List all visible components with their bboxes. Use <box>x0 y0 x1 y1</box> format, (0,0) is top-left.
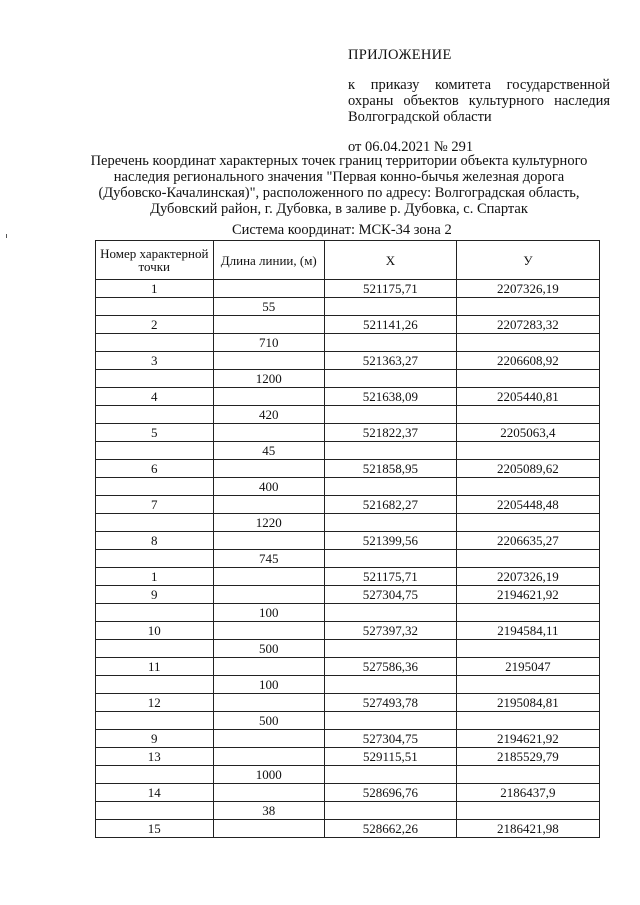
cell-y: 2205089,62 <box>456 460 599 478</box>
cell-x <box>324 640 456 658</box>
cell-line-length <box>213 622 324 640</box>
cell-point-number: 9 <box>96 730 214 748</box>
coordinates-table <box>95 240 600 838</box>
cell-point-number <box>96 334 214 352</box>
cell-y: 2185529,79 <box>456 748 599 766</box>
cell-y <box>456 406 599 424</box>
cell-point-number: 6 <box>96 460 214 478</box>
table-row <box>96 532 600 550</box>
cell-y: 2205063,4 <box>456 424 599 442</box>
cell-y: 2207326,19 <box>456 280 599 298</box>
coordinates-table-body <box>96 280 600 838</box>
cell-line-length <box>213 694 324 712</box>
cell-y <box>456 640 599 658</box>
cell-x: 527586,36 <box>324 658 456 676</box>
cell-y <box>456 766 599 784</box>
table-row <box>96 334 600 352</box>
cell-point-number <box>96 604 214 622</box>
table-row <box>96 406 600 424</box>
cell-point-number: 1 <box>96 280 214 298</box>
table-row <box>96 568 600 586</box>
table-row <box>96 460 600 478</box>
cell-point-number <box>96 550 214 568</box>
table-row <box>96 550 600 568</box>
cell-line-length: 745 <box>213 550 324 568</box>
cell-line-length <box>213 424 324 442</box>
cell-x <box>324 406 456 424</box>
cell-x <box>324 712 456 730</box>
cell-x: 527397,32 <box>324 622 456 640</box>
cell-x: 521141,26 <box>324 316 456 334</box>
table-row <box>96 604 600 622</box>
table-row <box>96 622 600 640</box>
cell-x: 521363,27 <box>324 352 456 370</box>
cell-y <box>456 802 599 820</box>
cell-x <box>324 334 456 352</box>
cell-point-number: 5 <box>96 424 214 442</box>
cell-point-number <box>96 712 214 730</box>
cell-y: 2207326,19 <box>456 568 599 586</box>
cell-point-number: 14 <box>96 784 214 802</box>
header-x: X <box>324 241 456 280</box>
appendix-title: ПРИЛОЖЕНИЕ <box>348 47 452 63</box>
cell-point-number <box>96 766 214 784</box>
cell-y <box>456 334 599 352</box>
table-row <box>96 316 600 334</box>
cell-y <box>456 550 599 568</box>
cell-line-length <box>213 658 324 676</box>
cell-point-number: 11 <box>96 658 214 676</box>
table-row <box>96 712 600 730</box>
cell-x: 529115,51 <box>324 748 456 766</box>
cell-y <box>456 370 599 388</box>
cell-x: 521175,71 <box>324 280 456 298</box>
header-line-length: Длина линии, (м) <box>213 241 324 280</box>
cell-x: 527304,75 <box>324 730 456 748</box>
cell-x: 527304,75 <box>324 586 456 604</box>
cell-point-number: 12 <box>96 694 214 712</box>
table-row <box>96 352 600 370</box>
cell-line-length <box>213 748 324 766</box>
table-row <box>96 730 600 748</box>
cell-y <box>456 514 599 532</box>
table-row <box>96 820 600 838</box>
cell-point-number: 10 <box>96 622 214 640</box>
table-row <box>96 748 600 766</box>
cell-point-number: 2 <box>96 316 214 334</box>
cell-line-length <box>213 532 324 550</box>
cell-y <box>456 712 599 730</box>
cell-line-length: 100 <box>213 676 324 694</box>
cell-y <box>456 442 599 460</box>
cell-line-length <box>213 352 324 370</box>
table-row <box>96 694 600 712</box>
cell-y: 2206608,92 <box>456 352 599 370</box>
table-row <box>96 370 600 388</box>
margin-mark <box>6 234 7 238</box>
cell-y: 2205448,48 <box>456 496 599 514</box>
table-row <box>96 802 600 820</box>
cell-point-number: 4 <box>96 388 214 406</box>
cell-x <box>324 298 456 316</box>
cell-line-length: 1220 <box>213 514 324 532</box>
cell-x <box>324 442 456 460</box>
cell-line-length: 38 <box>213 802 324 820</box>
cell-line-length <box>213 730 324 748</box>
cell-line-length: 400 <box>213 478 324 496</box>
cell-line-length: 1200 <box>213 370 324 388</box>
appendix-date-line: от 06.04.2021 № 291 <box>348 139 474 155</box>
cell-y: 2207283,32 <box>456 316 599 334</box>
cell-y <box>456 604 599 622</box>
table-row <box>96 280 600 298</box>
cell-x: 527493,78 <box>324 694 456 712</box>
cell-y: 2195047 <box>456 658 599 676</box>
cell-line-length <box>213 388 324 406</box>
coordinate-system-label: Система координат: МСК-34 зона 2 <box>232 222 452 238</box>
cell-point-number: 9 <box>96 586 214 604</box>
cell-point-number <box>96 406 214 424</box>
cell-point-number <box>96 676 214 694</box>
cell-y: 2195084,81 <box>456 694 599 712</box>
cell-line-length <box>213 586 324 604</box>
table-row <box>96 388 600 406</box>
cell-point-number: 13 <box>96 748 214 766</box>
cell-x <box>324 604 456 622</box>
cell-line-length: 500 <box>213 640 324 658</box>
cell-x <box>324 676 456 694</box>
cell-point-number <box>96 370 214 388</box>
cell-point-number <box>96 640 214 658</box>
cell-line-length: 500 <box>213 712 324 730</box>
cell-point-number <box>96 478 214 496</box>
document-title: Перечень координат характерных точек границ территории объекта культурного наследия регионального значения "Первая конно-бычья железная дорога (Дубовско-Качалинская)", расположенного по адресу: Волгоградская область, Дубовский район, г. Дубовка, в заливе р. Дубовка, с. Спартак <box>90 153 588 217</box>
cell-line-length: 100 <box>213 604 324 622</box>
cell-line-length <box>213 568 324 586</box>
cell-x <box>324 802 456 820</box>
cell-x: 521399,56 <box>324 532 456 550</box>
table-row <box>96 586 600 604</box>
header-point-number: Номер характерной точки <box>96 241 214 280</box>
cell-point-number: 15 <box>96 820 214 838</box>
cell-y: 2194621,92 <box>456 586 599 604</box>
table-row <box>96 514 600 532</box>
table-row <box>96 496 600 514</box>
table-header-row <box>96 241 600 280</box>
cell-line-length: 1000 <box>213 766 324 784</box>
cell-line-length <box>213 280 324 298</box>
cell-line-length <box>213 460 324 478</box>
appendix-block <box>348 47 610 155</box>
cell-y <box>456 478 599 496</box>
table-row <box>96 478 600 496</box>
cell-x <box>324 370 456 388</box>
cell-line-length <box>213 496 324 514</box>
cell-x <box>324 550 456 568</box>
cell-point-number <box>96 802 214 820</box>
cell-line-length <box>213 820 324 838</box>
table-row <box>96 424 600 442</box>
cell-x: 521858,95 <box>324 460 456 478</box>
header-y: У <box>456 241 599 280</box>
cell-x <box>324 478 456 496</box>
table-row <box>96 784 600 802</box>
cell-x <box>324 766 456 784</box>
cell-y: 2194584,11 <box>456 622 599 640</box>
cell-x: 521638,09 <box>324 388 456 406</box>
table-row <box>96 766 600 784</box>
cell-y: 2205440,81 <box>456 388 599 406</box>
cell-point-number: 1 <box>96 568 214 586</box>
cell-point-number: 3 <box>96 352 214 370</box>
cell-y: 2194621,92 <box>456 730 599 748</box>
cell-y: 2186421,98 <box>456 820 599 838</box>
table-row <box>96 676 600 694</box>
cell-x <box>324 514 456 532</box>
cell-line-length <box>213 784 324 802</box>
cell-point-number <box>96 298 214 316</box>
cell-point-number: 7 <box>96 496 214 514</box>
cell-y <box>456 676 599 694</box>
cell-line-length <box>213 316 324 334</box>
cell-x: 521175,71 <box>324 568 456 586</box>
table-row <box>96 442 600 460</box>
cell-line-length: 55 <box>213 298 324 316</box>
cell-y <box>456 298 599 316</box>
table-row <box>96 658 600 676</box>
cell-x: 521822,37 <box>324 424 456 442</box>
cell-x: 521682,27 <box>324 496 456 514</box>
cell-line-length: 710 <box>213 334 324 352</box>
cell-point-number <box>96 514 214 532</box>
cell-x: 528696,76 <box>324 784 456 802</box>
appendix-order-text: к приказу комитета государственной охраны объектов культурного наследия Волгоградской области <box>348 77 610 125</box>
cell-x: 528662,26 <box>324 820 456 838</box>
table-row <box>96 640 600 658</box>
cell-line-length: 420 <box>213 406 324 424</box>
cell-point-number: 8 <box>96 532 214 550</box>
cell-line-length: 45 <box>213 442 324 460</box>
cell-y: 2186437,9 <box>456 784 599 802</box>
cell-point-number <box>96 442 214 460</box>
table-row <box>96 298 600 316</box>
cell-y: 2206635,27 <box>456 532 599 550</box>
